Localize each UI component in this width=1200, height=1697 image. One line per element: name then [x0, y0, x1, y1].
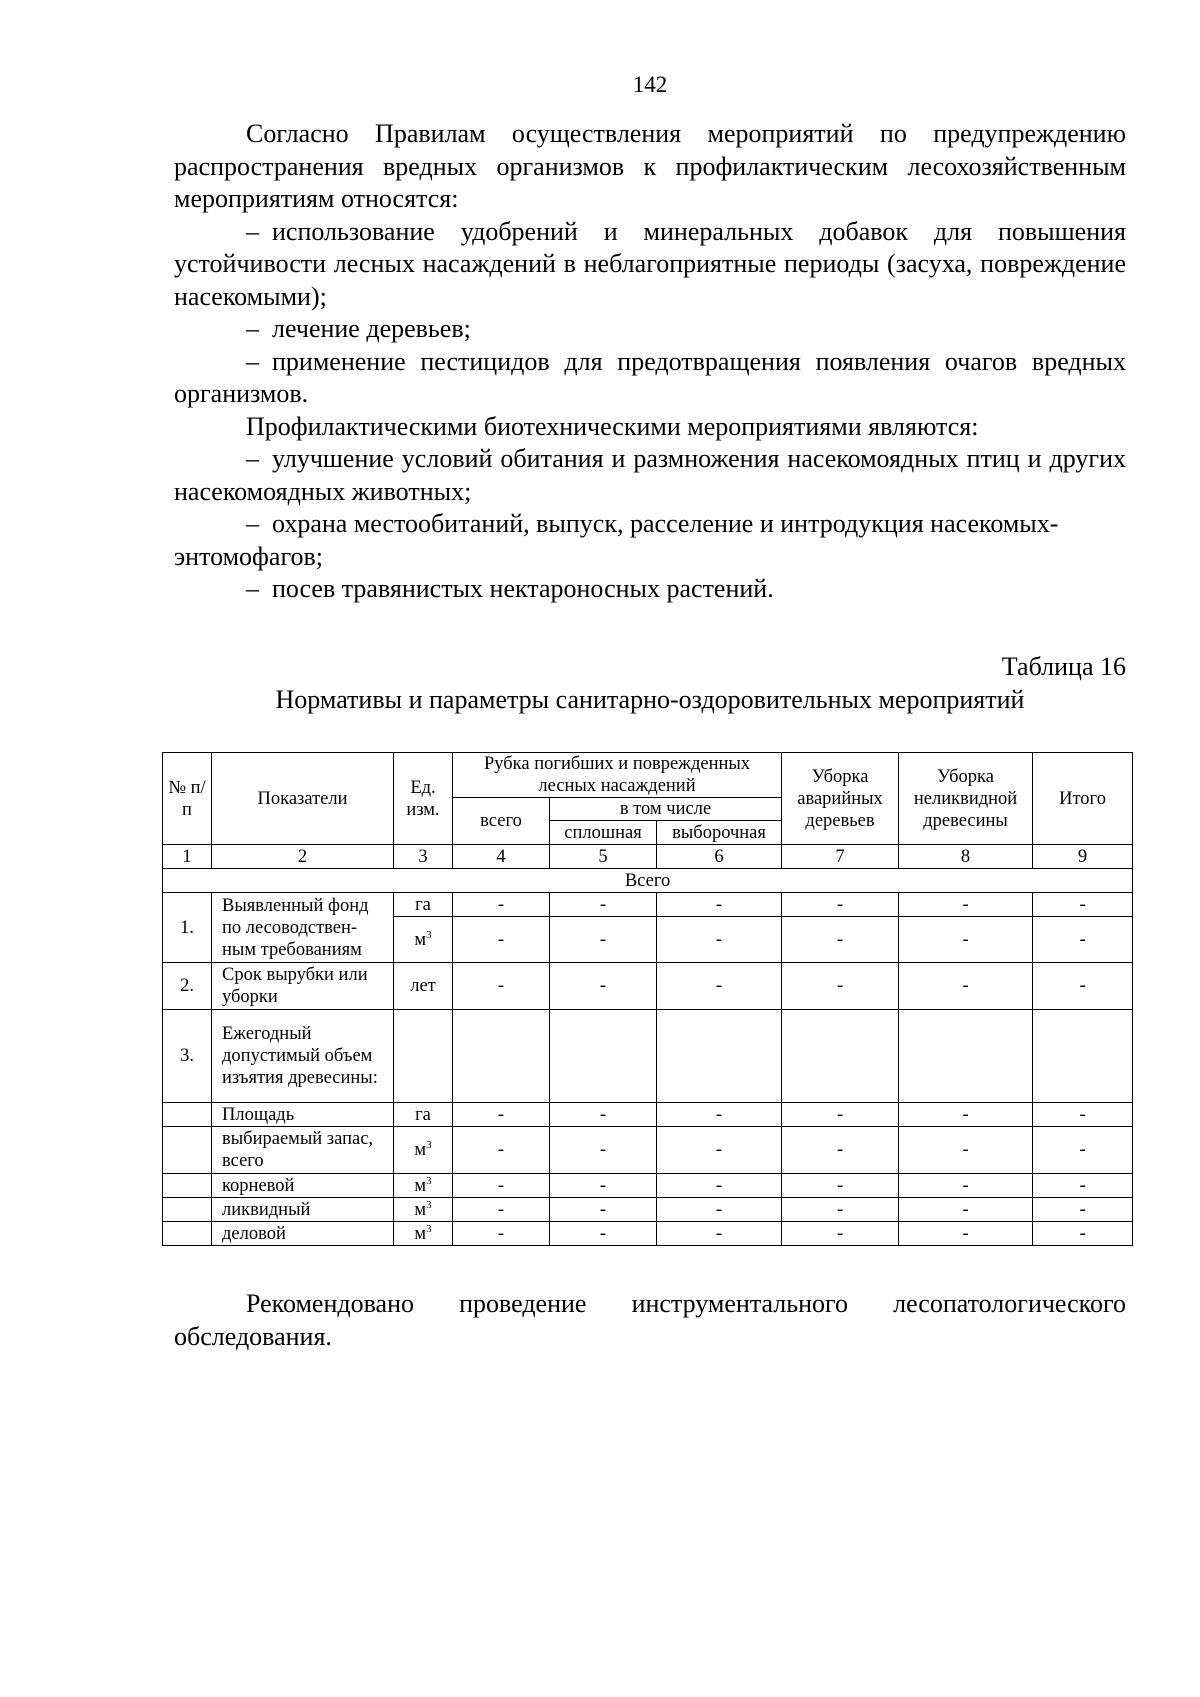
empty-cell: [163, 1174, 212, 1198]
intro-paragraph: Согласно Правилам осуществления мероприятий по предупреждению распространения вредных организмов к профилактическим лесохозяйственным мероприятиям относятся:: [174, 119, 1126, 213]
cell-value: -: [1033, 1127, 1133, 1174]
column-number: 6: [657, 845, 782, 869]
list-item: [174, 573, 1126, 606]
cell-value: -: [899, 963, 1033, 1010]
list-item-text: улучшение условий обитания и размножения насекомоядных птиц и других насекомоядных животных;: [174, 444, 1126, 506]
dash-marker: –: [246, 314, 259, 343]
empty-cell: [163, 1222, 212, 1246]
unit-base: м: [414, 1199, 427, 1220]
cell-value: -: [782, 1222, 899, 1246]
header-num: № п/п: [163, 753, 212, 845]
dash-marker: –: [246, 346, 259, 376]
row-unit: га: [394, 893, 453, 917]
list-item: [174, 443, 1126, 508]
list-item: [174, 216, 1126, 314]
row-indicator: Ежегодный допустимый объем изъятия древесины:: [212, 1010, 394, 1103]
cell-value: -: [782, 1174, 899, 1198]
row-number: 1.: [163, 893, 212, 963]
cell-value: -: [453, 1198, 550, 1222]
cell-value: -: [1033, 893, 1133, 917]
cell-value: -: [657, 917, 782, 963]
cell-value: -: [657, 1198, 782, 1222]
cell-value: -: [550, 893, 657, 917]
cell-value: -: [550, 1103, 657, 1127]
row-indicator: Площадь: [212, 1103, 394, 1127]
dash-marker: –: [246, 444, 259, 473]
header-illiquid: Уборка неликвидной древесины: [899, 753, 1033, 845]
section-label: Всего: [163, 869, 1133, 893]
table-row: [163, 1010, 1133, 1103]
unit-superscript: 3: [426, 1138, 432, 1151]
norms-table: [162, 752, 1133, 1246]
cell-value: -: [657, 963, 782, 1010]
row-indicator: ликвидный: [212, 1198, 394, 1222]
unit-base: м: [414, 1140, 427, 1160]
row-number: 2.: [163, 963, 212, 1010]
column-number: 1: [163, 845, 212, 869]
row-indicator: выбираемый запас, всего: [212, 1127, 394, 1174]
cell-value: -: [550, 917, 657, 963]
column-number: 4: [453, 845, 550, 869]
row-indicator: Срок вырубки или уборки: [212, 963, 394, 1010]
unit-superscript: 3: [426, 1222, 432, 1235]
cell-value: -: [1033, 1174, 1133, 1198]
header-indicators: Показатели: [212, 753, 394, 845]
cell-value: -: [657, 1103, 782, 1127]
cell-value: -: [782, 917, 899, 963]
column-number: 3: [394, 845, 453, 869]
list-item-text: лечение деревьев;: [272, 314, 471, 343]
cell-value: -: [550, 1222, 657, 1246]
row-unit: га: [394, 1103, 453, 1127]
cell-value: -: [899, 1103, 1033, 1127]
empty-cell: [1033, 1010, 1133, 1103]
cell-value: -: [1033, 1198, 1133, 1222]
cell-value: -: [782, 963, 899, 1010]
table-row: [163, 893, 1133, 917]
empty-cell: [163, 1198, 212, 1222]
list-item-text: охрана местообитаний, выпуск, расселение и интродукция насекомых-энтомофагов;: [174, 509, 1059, 571]
row-unit: [394, 1198, 453, 1222]
row-number: 3.: [163, 1010, 212, 1103]
row-unit: [394, 1222, 453, 1246]
cell-value: -: [453, 1174, 550, 1198]
cell-value: -: [453, 963, 550, 1010]
empty-cell: [657, 1010, 782, 1103]
cell-value: -: [453, 1222, 550, 1246]
table-title: Нормативы и параметры санитарно-оздоровительных мероприятий: [275, 685, 1025, 714]
cell-value: -: [899, 1174, 1033, 1198]
cell-value: -: [899, 1222, 1033, 1246]
cell-value: -: [1033, 963, 1133, 1010]
header-including: в том числе: [550, 798, 782, 821]
row-unit: [394, 1127, 453, 1174]
cell-value: -: [453, 1127, 550, 1174]
unit-base: м: [414, 929, 427, 950]
column-number: 7: [782, 845, 899, 869]
column-number: 2: [212, 845, 394, 869]
empty-cell: [394, 1010, 453, 1103]
row-indicator: Выявленный фонд по лесоводствен-ным требованиям: [212, 893, 394, 963]
table-row: [163, 1127, 1133, 1174]
dash-marker: –: [246, 216, 259, 246]
empty-cell: [163, 1127, 212, 1174]
cell-value: -: [1033, 1222, 1133, 1246]
body-text: [174, 118, 1126, 606]
cell-value: -: [453, 917, 550, 963]
closing-text: [174, 1288, 1126, 1353]
empty-cell: [550, 1010, 657, 1103]
table-row: [163, 1174, 1133, 1198]
cell-value: -: [782, 1198, 899, 1222]
header-clear: сплошная: [550, 821, 657, 845]
unit-superscript: 3: [426, 1198, 432, 1211]
cell-value: -: [899, 1198, 1033, 1222]
list-item-text: посев травянистых нектароносных растений.: [272, 574, 774, 603]
cell-value: -: [550, 1198, 657, 1222]
cell-value: -: [550, 1174, 657, 1198]
table-row: [163, 963, 1133, 1010]
cell-value: -: [782, 893, 899, 917]
header-total: всего: [453, 798, 550, 845]
unit-superscript: 3: [426, 928, 432, 941]
row-unit: [394, 917, 453, 963]
cell-value: -: [782, 1127, 899, 1174]
cell-value: -: [1033, 917, 1133, 963]
unit-base: м: [414, 1175, 427, 1196]
empty-cell: [453, 1010, 550, 1103]
row-indicator: корневой: [212, 1174, 394, 1198]
cell-value: -: [657, 893, 782, 917]
cell-value: -: [1033, 1103, 1133, 1127]
table-row: [163, 1103, 1133, 1127]
unit-superscript: 3: [426, 1174, 432, 1187]
list-item-text: применение пестицидов для предотвращения появления очагов вредных организмов.: [174, 346, 1126, 408]
table-label: Таблица 16: [1001, 652, 1126, 681]
list-item: [174, 346, 1126, 411]
cell-value: -: [657, 1174, 782, 1198]
empty-cell: [782, 1010, 899, 1103]
header-result: Итого: [1033, 753, 1133, 845]
header-felling: Рубка погибших и поврежденных лесных насаждений: [453, 753, 782, 798]
cell-value: -: [899, 917, 1033, 963]
column-number: 8: [899, 845, 1033, 869]
table-row: [163, 1222, 1133, 1246]
cell-value: -: [782, 1103, 899, 1127]
page-number: 142: [632, 72, 668, 97]
header-selective: выборочная: [657, 821, 782, 845]
list-item: [174, 313, 1126, 346]
table-row: [163, 1198, 1133, 1222]
row-unit: [394, 1174, 453, 1198]
column-number-row: [163, 845, 1133, 869]
cell-value: -: [550, 1127, 657, 1174]
dash-marker: –: [246, 574, 259, 603]
row-unit: лет: [394, 963, 453, 1010]
cell-value: -: [453, 893, 550, 917]
cell-value: -: [550, 963, 657, 1010]
list-item: [174, 508, 1126, 573]
cell-value: -: [899, 893, 1033, 917]
dash-marker: –: [246, 509, 259, 538]
empty-cell: [899, 1010, 1033, 1103]
unit-base: м: [414, 1223, 427, 1244]
cell-value: -: [657, 1222, 782, 1246]
column-number: 5: [550, 845, 657, 869]
header-emergency: Уборка аварийных деревьев: [782, 753, 899, 845]
cell-value: -: [657, 1127, 782, 1174]
cell-value: -: [899, 1127, 1033, 1174]
cell-value: -: [453, 1103, 550, 1127]
recommendation-paragraph: Рекомендовано проведение инструментального лесопатологического обследования.: [174, 1289, 1126, 1351]
list-item-text: использование удобрений и минеральных добавок для повышения устойчивости лесных насаждений в неблагоприятные периоды (засуха, повреждение насекомыми);: [174, 216, 1126, 311]
column-number: 9: [1033, 845, 1133, 869]
header-unit: Ед. изм.: [394, 753, 453, 845]
row-indicator: деловой: [212, 1222, 394, 1246]
empty-cell: [163, 1103, 212, 1127]
biotech-paragraph: Профилактическими биотехническими мероприятиями являются:: [246, 411, 979, 441]
